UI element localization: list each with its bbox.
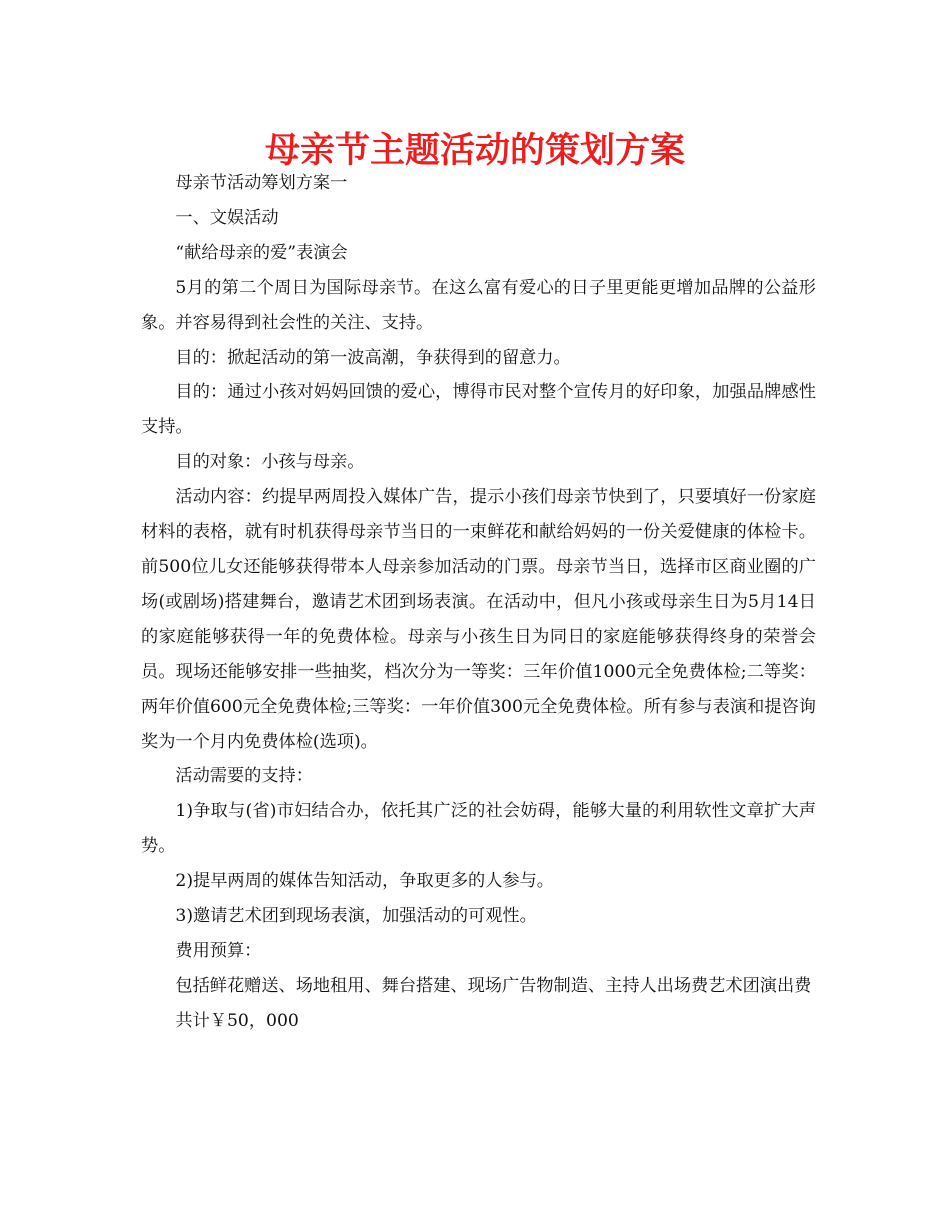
paragraph-section-heading: 一、文娱活动 bbox=[175, 207, 279, 228]
document-title: 母亲节主题活动的策划方案 bbox=[264, 131, 685, 171]
paragraph-intro: 5月的第二个周日为国际母亲节。在这么富有爱心的日子里更能更增加品牌的公益形象。并容易得到社会性的关注、支持。 bbox=[141, 277, 816, 333]
paragraph-budget-items: 包括鲜花赠送、场地租用、舞台搭建、现场广告物制造、主持人出场费艺术团演出费 bbox=[175, 975, 812, 996]
paragraph-content: 活动内容：约提早两周投入媒体广告，提示小孩们母亲节快到了，只要填好一份家庭材料的表格，就有时机获得母亲节当日的一束鲜花和献给妈妈的一份关爱健康的体检卡。前500位儿女还能够获得带本人母亲参加活动的门票。母亲节当日，选择市区商业圈的广场(或剧场)搭建舞台，邀请艺术团到场表演。在活动中，但凡小孩或母亲生日为5月14日的家庭能够获得一年的免费体检。母亲与小孩生日为同日的家庭能够获得终身的荣誉会员。现场还能够安排一些抽奖，档次分为一等奖：三年价值1000元全免费体检;二等奖：两年价值600元全免费体检;三等奖：一年价值300元全免费体检。所有参与表演和提咨询奖为一个月内免费体检(选项)。 bbox=[141, 487, 816, 752]
document-body bbox=[141, 166, 816, 1039]
paragraph-support-heading: 活动需要的支持： bbox=[175, 766, 313, 787]
paragraph-plan-heading: 母亲节活动筹划方案一 bbox=[175, 173, 348, 193]
paragraph-budget-heading: 费用预算： bbox=[175, 940, 262, 961]
paragraph-purpose-1: 目的：掀起活动的第一波高潮，争获得到的留意力。 bbox=[175, 347, 571, 368]
paragraph-purpose-2: 目的：通过小孩对妈妈回馈的爱心，博得市民对整个宣传月的好印象，加强品牌感性支持。 bbox=[141, 382, 816, 438]
paragraph-support-1: 1)争取与(省)市妇结合办，依托其广泛的社会妨碍，能够大量的利用软性文章扩大声势。 bbox=[141, 801, 816, 857]
paragraph-support-2: 2)提早两周的媒体告知活动，争取更多的人参与。 bbox=[175, 871, 554, 892]
paragraph-budget-total: 共计￥50，000 bbox=[175, 1010, 299, 1031]
paragraph-support-3: 3)邀请艺术团到现场表演，加强活动的可观性。 bbox=[175, 906, 537, 927]
paragraph-target: 目的对象：小孩与母亲。 bbox=[175, 452, 365, 473]
paragraph-event-name: “献给母亲的爱”表演会 bbox=[175, 242, 348, 263]
